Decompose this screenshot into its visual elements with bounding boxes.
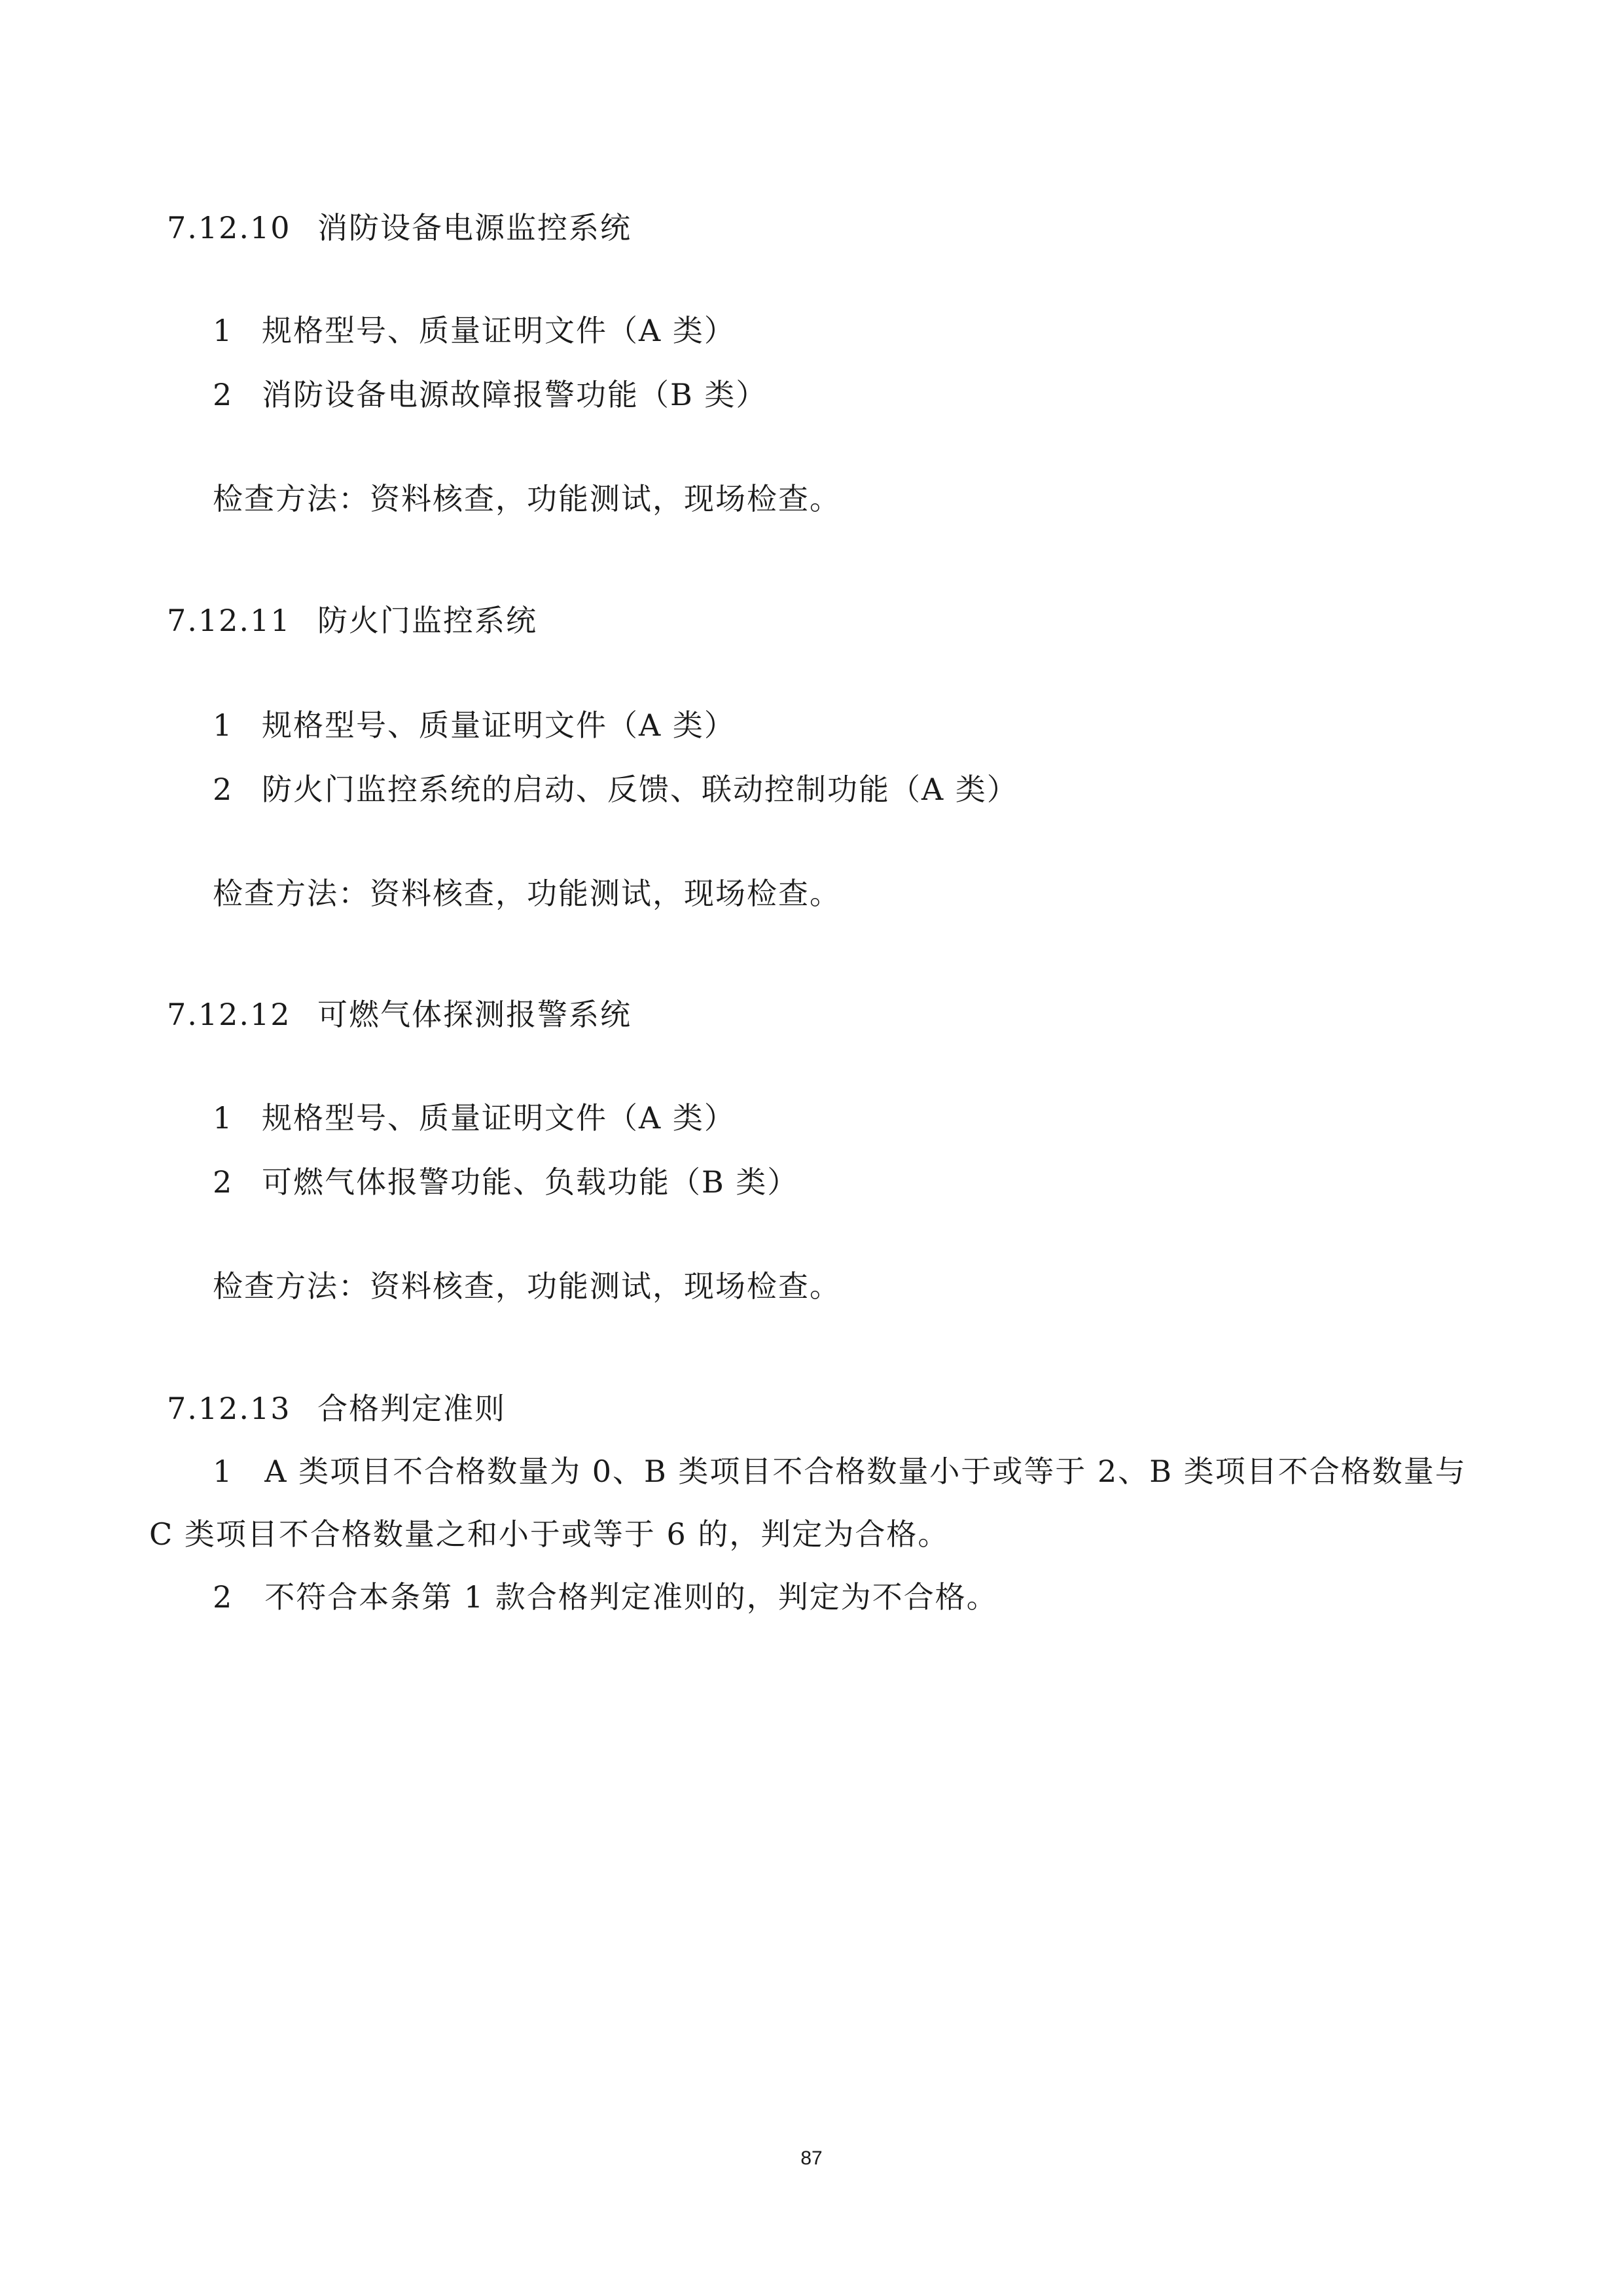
item-number: 1 (213, 313, 234, 348)
section-number: 7.12.12 (167, 997, 291, 1032)
section-number: 7.12.13 (167, 1391, 291, 1426)
item-number: 2 (213, 772, 234, 807)
section-number: 7.12.11 (167, 603, 291, 638)
item-text: 可燃气体报警功能、负载功能（B 类） (262, 1164, 799, 1200)
list-item (213, 375, 767, 414)
list-item (213, 770, 1018, 809)
item-number: 2 (213, 1164, 234, 1200)
item-text: 规格型号、质量证明文件（A 类） (262, 313, 736, 348)
section-title: 合格判定准则 (317, 1391, 506, 1426)
list-item (213, 706, 736, 745)
item-number: 1 (213, 708, 234, 743)
criteria-paragraph: 2 不符合本条第 1 款合格判定准则的，判定为不合格。 (213, 1579, 998, 1615)
section-heading-7-12-11 (167, 601, 537, 640)
item-text: 消防设备电源故障报警功能（B 类） (262, 377, 768, 412)
page-number: 87 (800, 2147, 823, 2169)
section-title: 可燃气体探测报警系统 (317, 997, 632, 1032)
section-title: 防火门监控系统 (317, 603, 537, 638)
item-text: 防火门监控系统的启动、反馈、联动控制功能（A 类） (262, 772, 1018, 807)
list-item (213, 1098, 736, 1138)
section-heading-7-12-12 (167, 995, 632, 1034)
section-title: 消防设备电源监控系统 (317, 210, 632, 245)
section-number: 7.12.10 (167, 210, 291, 245)
list-item (213, 311, 736, 350)
item-text: 规格型号、质量证明文件（A 类） (262, 708, 736, 743)
item-text: 规格型号、质量证明文件（A 类） (262, 1100, 736, 1136)
item-number: 2 (213, 377, 234, 412)
section-heading-7-12-10 (167, 208, 632, 247)
section-heading-7-12-13 (167, 1389, 506, 1428)
inspection-method: 检查方法：资料核查，功能测试，现场检查。 (213, 876, 841, 911)
inspection-method: 检查方法：资料核查，功能测试，现场检查。 (213, 1268, 841, 1304)
inspection-method: 检查方法：资料核查，功能测试，现场检查。 (213, 481, 841, 516)
item-number: 1 (213, 1100, 234, 1136)
list-item (213, 1162, 798, 1202)
criteria-paragraph: 1 A 类项目不合格数量为 0、B 类项目不合格数量小于或等于 2、B 类项目不合格数量与 C 类项目不合格数量之和小于或等于 6 的，判定为合格。 (149, 1454, 1467, 1552)
